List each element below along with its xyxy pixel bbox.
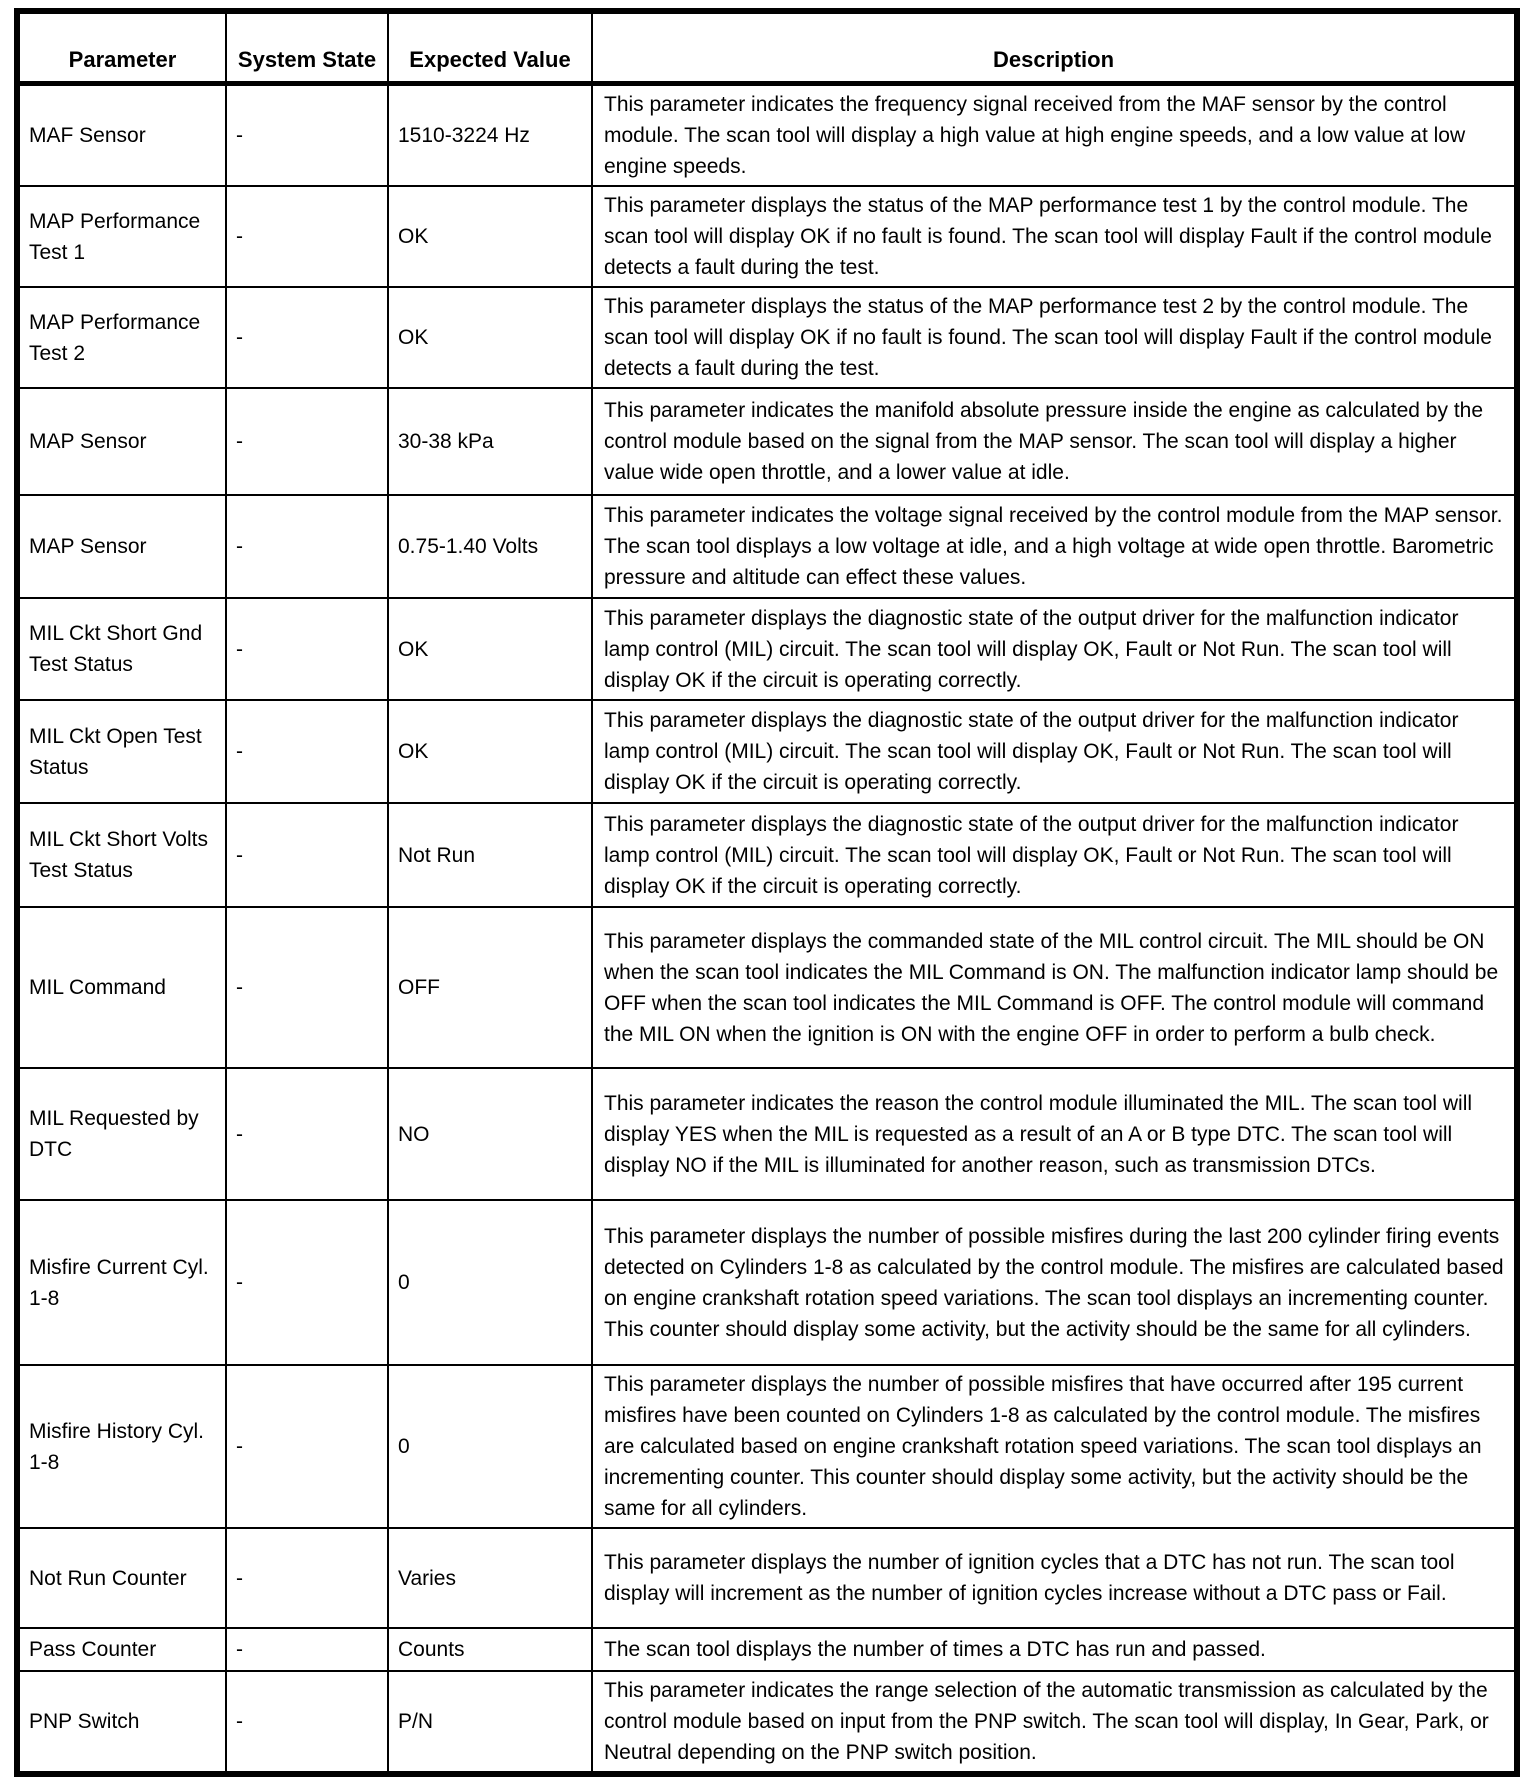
table-row xyxy=(17,388,1517,495)
parameter-cell: Not Run Counter xyxy=(17,1528,226,1628)
system-state-cell: - xyxy=(226,388,388,495)
parameter-cell: MAF Sensor xyxy=(17,83,226,186)
expected-value-cell: OK xyxy=(388,287,592,388)
parameter-cell: MAP Sensor xyxy=(17,495,226,598)
description-cell: This parameter displays the commanded state of the MIL control circuit. The MIL should be ON when the scan tool indicates the MIL Command is ON. The malfunction indicator lamp should be OFF when the scan tool indicates the MIL Command is OFF. The control module will command the MIL ON when the ignition is ON with the engine OFF in order to perform a bulb check. xyxy=(592,907,1517,1068)
parameter-cell: PNP Switch xyxy=(17,1671,226,1774)
table-row xyxy=(17,907,1517,1068)
description-cell: This parameter displays the status of the MAP performance test 2 by the control module. The scan tool will display OK if no fault is found. The scan tool will display Fault if the control module detects a fault during the test. xyxy=(592,287,1517,388)
parameter-cell: Pass Counter xyxy=(17,1628,226,1671)
table-row xyxy=(17,598,1517,700)
system-state-cell: - xyxy=(226,1628,388,1671)
expected-value-cell: OFF xyxy=(388,907,592,1068)
description-cell: This parameter displays the number of possible misfires that have occurred after 195 current misfires have been counted on Cylinders 1-8 as calculated by the control module. The misfires are calculated based on engine crankshaft rotation speed variations. The scan tool displays an incrementing counter. This counter should display some activity, but the activity should be the same for all cylinders. xyxy=(592,1365,1517,1528)
expected-value-cell: 0 xyxy=(388,1200,592,1365)
system-state-cell: - xyxy=(226,598,388,700)
header-row xyxy=(17,11,1517,83)
expected-value-cell: P/N xyxy=(388,1671,592,1774)
description-cell: This parameter displays the diagnostic state of the output driver for the malfunction indicator lamp control (MIL) circuit. The scan tool will display OK, Fault or Not Run. The scan tool will display OK if the circuit is operating correctly. xyxy=(592,598,1517,700)
table-row xyxy=(17,1671,1517,1774)
system-state-cell: - xyxy=(226,1671,388,1774)
description-cell: This parameter indicates the reason the control module illuminated the MIL. The scan tool will display YES when the MIL is requested as a result of an A or B type DTC. The scan tool will display NO if the MIL is illuminated for another reason, such as transmission DTCs. xyxy=(592,1068,1517,1200)
table-row xyxy=(17,1365,1517,1528)
description-cell: This parameter displays the status of the MAP performance test 1 by the control module. The scan tool will display OK if no fault is found. The scan tool will display Fault if the control module detects a fault during the test. xyxy=(592,186,1517,287)
parameter-cell: MAP Performance Test 2 xyxy=(17,287,226,388)
system-state-cell: - xyxy=(226,495,388,598)
description-cell: This parameter displays the diagnostic state of the output driver for the malfunction indicator lamp control (MIL) circuit. The scan tool will display OK, Fault or Not Run. The scan tool will display OK if the circuit is operating correctly. xyxy=(592,803,1517,907)
parameter-cell: MAP Sensor xyxy=(17,388,226,495)
system-state-cell: - xyxy=(226,700,388,803)
table-row xyxy=(17,1200,1517,1365)
expected-value-cell: Counts xyxy=(388,1628,592,1671)
table-row xyxy=(17,83,1517,186)
system-state-cell: - xyxy=(226,1200,388,1365)
column-header-system-state: System State xyxy=(226,11,388,83)
column-header-parameter: Parameter xyxy=(17,11,226,83)
column-header-description: Description xyxy=(592,11,1517,83)
table-row xyxy=(17,287,1517,388)
parameter-cell: MIL Ckt Short Volts Test Status xyxy=(17,803,226,907)
system-state-cell: - xyxy=(226,907,388,1068)
description-cell: This parameter displays the number of possible misfires during the last 200 cylinder firing events detected on Cylinders 1-8 as calculated by the control module. The misfires are calculated based on engine crankshaft rotation speed variations. The scan tool displays an incrementing counter. This counter should display some activity, but the activity should be the same for all cylinders. xyxy=(592,1200,1517,1365)
parameter-cell: MAP Performance Test 1 xyxy=(17,186,226,287)
expected-value-cell: 0 xyxy=(388,1365,592,1528)
table-row xyxy=(17,700,1517,803)
description-cell: This parameter indicates the voltage signal received by the control module from the MAP sensor. The scan tool displays a low voltage at idle, and a high voltage at wide open throttle. Barometric pressure and altitude can effect these values. xyxy=(592,495,1517,598)
table-row xyxy=(17,186,1517,287)
description-cell: This parameter indicates the range selection of the automatic transmission as calculated by the control module based on input from the PNP switch. The scan tool will display, In Gear, Park, or Neutral depending on the PNP switch position. xyxy=(592,1671,1517,1774)
description-cell: This parameter indicates the frequency signal received from the MAF sensor by the control module. The scan tool will display a high value at high engine speeds, and a low value at low engine speeds. xyxy=(592,83,1517,186)
description-cell: This parameter indicates the manifold absolute pressure inside the engine as calculated by the control module based on the signal from the MAP sensor. The scan tool will display a higher value wide open throttle, and a lower value at idle. xyxy=(592,388,1517,495)
expected-value-cell: OK xyxy=(388,700,592,803)
column-header-expected-value: Expected Value xyxy=(388,11,592,83)
parameter-cell: MIL Requested by DTC xyxy=(17,1068,226,1200)
system-state-cell: - xyxy=(226,1068,388,1200)
parameter-cell: MIL Command xyxy=(17,907,226,1068)
expected-value-cell: 1510-3224 Hz xyxy=(388,83,592,186)
system-state-cell: - xyxy=(226,186,388,287)
expected-value-cell: Not Run xyxy=(388,803,592,907)
parameter-cell: Misfire Current Cyl. 1-8 xyxy=(17,1200,226,1365)
expected-value-cell: NO xyxy=(388,1068,592,1200)
parameter-cell: Misfire History Cyl. 1-8 xyxy=(17,1365,226,1528)
expected-value-cell: 30-38 kPa xyxy=(388,388,592,495)
scan-tool-data-table xyxy=(14,8,1520,1777)
system-state-cell: - xyxy=(226,1365,388,1528)
system-state-cell: - xyxy=(226,287,388,388)
parameter-cell: MIL Ckt Open Test Status xyxy=(17,700,226,803)
system-state-cell: - xyxy=(226,803,388,907)
expected-value-cell: 0.75-1.40 Volts xyxy=(388,495,592,598)
description-cell: The scan tool displays the number of times a DTC has run and passed. xyxy=(592,1628,1517,1671)
table-row xyxy=(17,1068,1517,1200)
table-row xyxy=(17,1528,1517,1628)
table-row xyxy=(17,1628,1517,1671)
description-cell: This parameter displays the diagnostic state of the output driver for the malfunction indicator lamp control (MIL) circuit. The scan tool will display OK, Fault or Not Run. The scan tool will display OK if the circuit is operating correctly. xyxy=(592,700,1517,803)
expected-value-cell: Varies xyxy=(388,1528,592,1628)
table-row xyxy=(17,495,1517,598)
system-state-cell: - xyxy=(226,1528,388,1628)
description-cell: This parameter displays the number of ignition cycles that a DTC has not run. The scan tool display will increment as the number of ignition cycles increase without a DTC pass or Fail. xyxy=(592,1528,1517,1628)
expected-value-cell: OK xyxy=(388,186,592,287)
expected-value-cell: OK xyxy=(388,598,592,700)
system-state-cell: - xyxy=(226,83,388,186)
table-row xyxy=(17,803,1517,907)
parameter-cell: MIL Ckt Short Gnd Test Status xyxy=(17,598,226,700)
